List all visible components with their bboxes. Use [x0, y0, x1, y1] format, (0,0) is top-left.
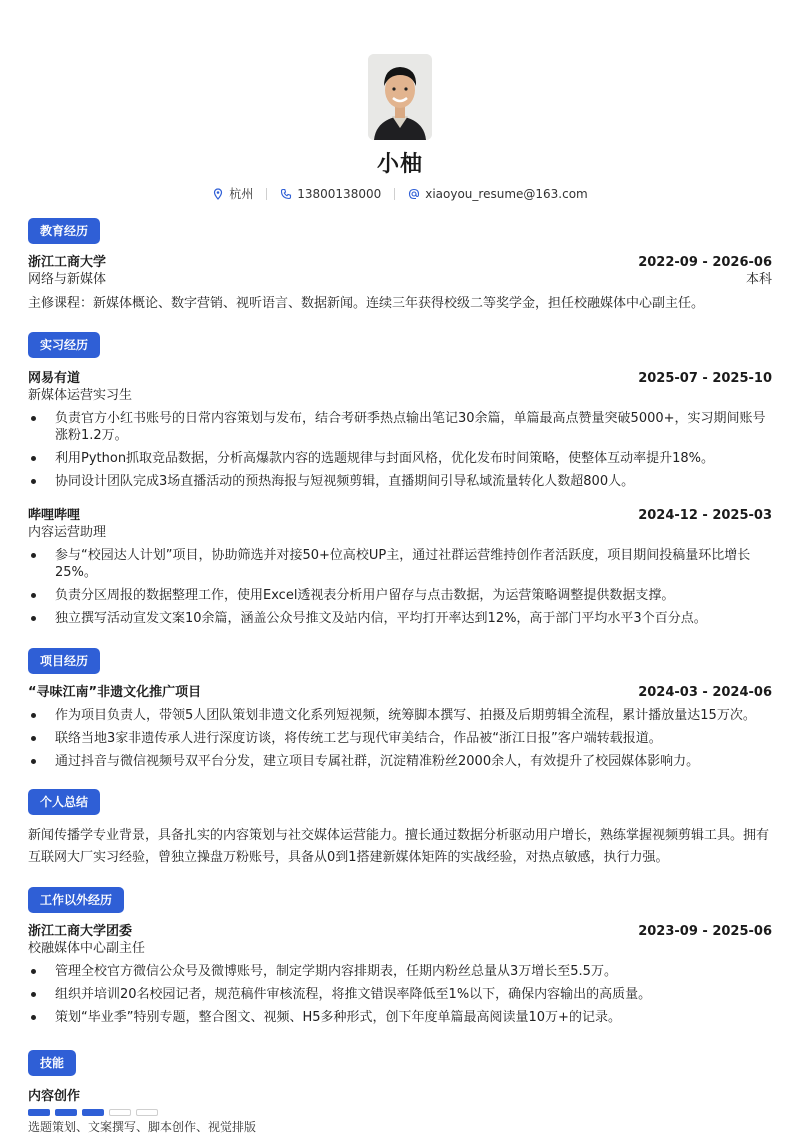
internship-bullets: [28, 410, 772, 490]
resume-header: [0, 54, 800, 202]
internship-header-row: [28, 370, 772, 387]
school-name: 浙江工商大学: [28, 255, 107, 270]
extra-bullets: [28, 963, 772, 1026]
bullet-item: 负责官方小红书账号的日常内容策划与发布，结合考研季热点输出笔记30余篇，单篇最高点赞量突破5000+，实习期间账号涨粉1.2万。: [28, 410, 772, 444]
at-sign-icon: [408, 188, 420, 200]
skill-name: 内容创作: [28, 1089, 81, 1104]
internship-period: 2025-07 - 2025-10: [638, 371, 772, 386]
bullet-item: 利用Python抓取竞品数据，分析高爆款内容的选题规律与封面风格，优化发布时间策略，使整体互动率提升18%。: [28, 450, 772, 467]
contact-phone: [280, 187, 381, 201]
project-bullets: [28, 707, 772, 770]
major-name: 网络与新媒体: [28, 272, 107, 287]
section-tag-internship: 实习经历: [28, 332, 100, 358]
summary-text: 新闻传播学专业背景，具备扎实的内容策划与社交媒体运营能力。擅长通过数据分析驱动用户增长，熟练掌握视频剪辑工具。拥有互联网大厂实习经验，曾独立操盘万粉账号，具备从0到1搭建新媒体矩阵的实战经验，对热点敏感，执行力强。: [28, 828, 770, 865]
education-sub-row: [28, 271, 772, 288]
bullet-item: 通过抖音与微信视频号双平台分发，建立项目专属社群，沉淀精准粉丝2000余人，有效提升了校园媒体影响力。: [28, 753, 772, 770]
role-text: 新媒体运营实习生: [28, 388, 133, 403]
internship-section: [28, 332, 772, 627]
section-tag-education: 教育经历: [28, 218, 100, 244]
extra-header-row: [28, 923, 772, 940]
skill-keywords: 选题策划、文案撰写、脚本创作、视觉排版: [28, 1120, 257, 1134]
extra-period: 2023-09 - 2025-06: [638, 924, 772, 939]
role-text: 校融媒体中心副主任: [28, 941, 146, 956]
education-section: [28, 218, 772, 315]
contact-divider: [394, 188, 395, 200]
education-period: 2022-09 - 2026-06: [638, 255, 772, 270]
extra-role: [28, 940, 772, 957]
candidate-name: 小柚: [376, 152, 423, 177]
email-text[interactable]: xiaoyou_resume@163.com: [425, 186, 588, 201]
skills-section: [28, 1050, 772, 1135]
internship-period: 2024-12 - 2025-03: [638, 508, 772, 523]
phone-text[interactable]: 13800138000: [297, 186, 382, 201]
project-period: 2024-03 - 2024-06: [638, 685, 772, 700]
phone-icon: [280, 188, 292, 200]
avatar-portrait-icon: [368, 54, 432, 140]
role-text: 内容运营助理: [28, 525, 107, 540]
bullet-item: 联络当地3家非遗传承人进行深度访谈，将传统工艺与现代审美结合，作品被“浙江日报”客户端转载报道。: [28, 730, 772, 747]
location-pin-icon: [212, 188, 224, 200]
bullet-item: 协同设计团队完成3场直播活动的预热海报与短视频剪辑，直播期间引导私域流量转化人数超800人。: [28, 473, 772, 490]
skill-level-bar: [28, 1109, 772, 1116]
city-text: 杭州: [229, 187, 254, 201]
company-name: 网易有道: [28, 371, 81, 386]
summary-section: [28, 789, 772, 869]
internship-role: [28, 524, 772, 541]
degree: 本科: [745, 272, 772, 287]
bullet-item: 作为项目负责人，带领5人团队策划非遗文化系列短视频，统筹脚本撰写、拍摄及后期剪辑全流程，累计播放量达15万次。: [28, 707, 772, 724]
internship-entry: [28, 370, 772, 490]
avatar: [368, 54, 432, 140]
project-name: “寻味江南”非遗文化推广项目: [28, 685, 202, 700]
contact-divider: [266, 188, 267, 200]
skill-entry: [28, 1085, 772, 1135]
section-tag-skills: 技能: [28, 1050, 76, 1076]
section-tag-project: 项目经历: [28, 648, 100, 674]
bullet-item: 管理全校官方微信公众号及微博账号，制定学期内容排期表，任期内粉丝总量从3万增长至5.5万。: [28, 963, 772, 980]
skill-level-empty: [109, 1109, 131, 1116]
internship-header-row: [28, 507, 772, 524]
extra-section: [28, 887, 772, 1026]
bullet-item: 独立撰写活动宣发文案10余篇，涵盖公众号推文及站内信，平均打开率达到12%，高于部门平均水平3个百分点。: [28, 610, 772, 627]
bullet-item: 策划“毕业季”特别专题，整合图文、视频、H5多种形式，创下年度单篇最高阅读量10万+的记录。: [28, 1009, 772, 1026]
bullet-item: 参与“校园达人计划”项目，协助筛选并对接50+位高校UP主，通过社群运营维持创作者活跃度，项目期间投稿量环比增长25%。: [28, 547, 772, 581]
internship-role: [28, 387, 772, 404]
skill-level-filled: [82, 1109, 104, 1116]
section-tag-summary: 个人总结: [28, 789, 100, 815]
bullet-item: 负责分区周报的数据整理工作，使用Excel透视表分析用户留存与点击数据，为运营策略调整提供数据支撑。: [28, 587, 772, 604]
contact-row: [0, 185, 800, 202]
skill-level-empty: [136, 1109, 158, 1116]
contact-city: [212, 185, 253, 202]
project-section: [28, 648, 772, 770]
education-header-row: [28, 254, 772, 271]
project-header-row: [28, 684, 772, 701]
company-name: 哔哩哔哩: [28, 508, 81, 523]
education-description: 主修课程：新媒体概论、数字营销、视听语言、数据新闻。连续三年获得校级二等奖学金，担任校融媒体中心副主任。: [28, 296, 705, 311]
bullet-item: 组织并培训20名校园记者，规范稿件审核流程，将推文错误率降低至1%以下，确保内容输出的高质量。: [28, 986, 772, 1003]
internship-entry: [28, 507, 772, 627]
skill-level-filled: [55, 1109, 77, 1116]
skill-level-filled: [28, 1109, 50, 1116]
internship-bullets: [28, 547, 772, 627]
org-name: 浙江工商大学团委: [28, 924, 133, 939]
section-tag-extra: 工作以外经历: [28, 887, 124, 913]
contact-email: [408, 187, 588, 201]
